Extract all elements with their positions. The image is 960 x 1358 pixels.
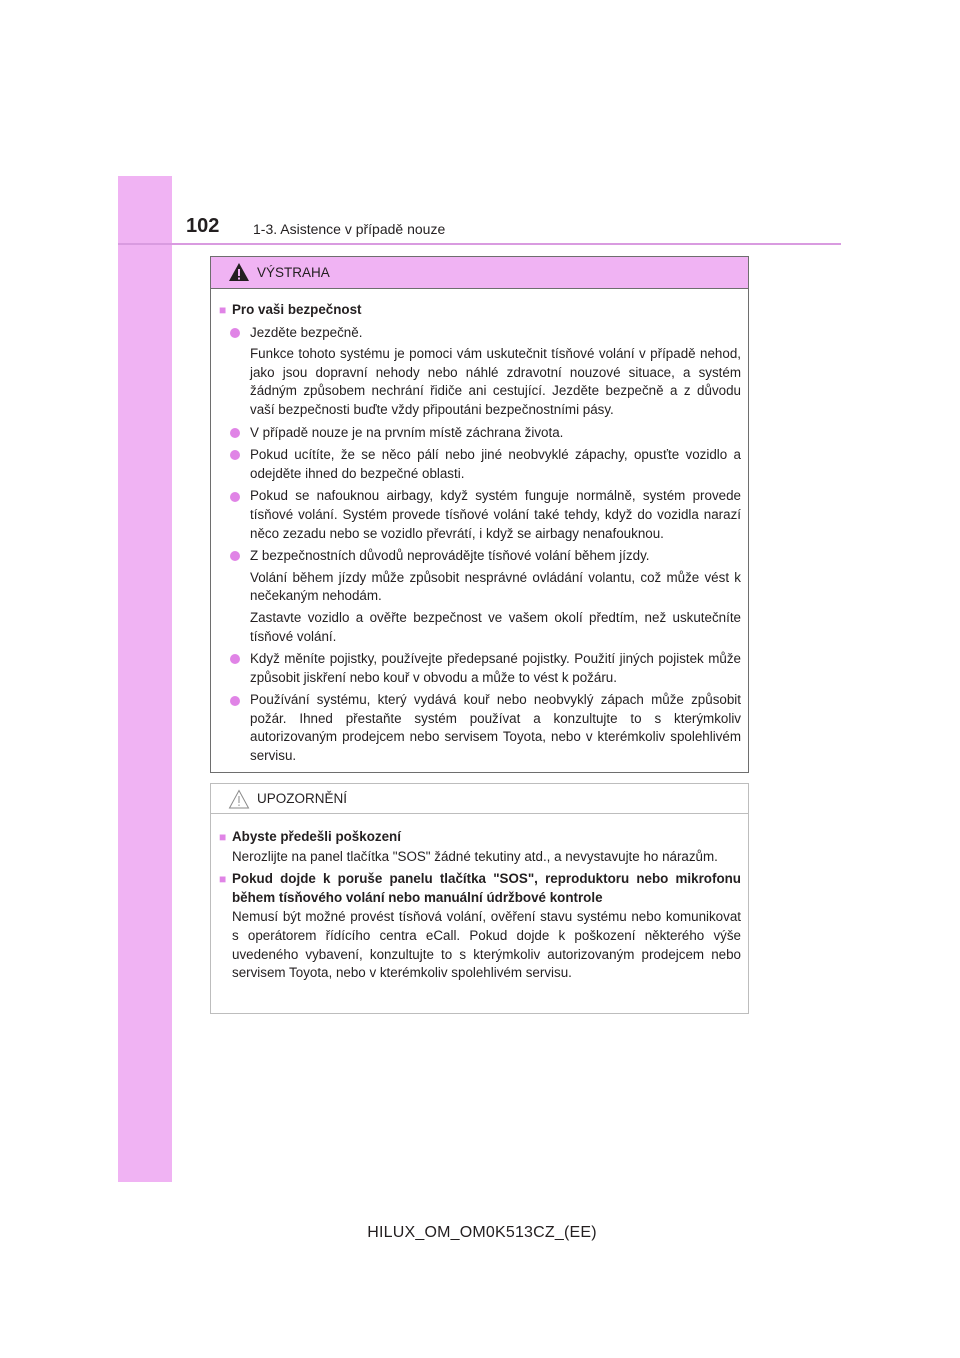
caution-text: Nerozlijte na panel tlačítka "SOS" žádné tekutiny atd., a nevystavujte ho nárazům. <box>232 848 718 864</box>
caution-heading <box>219 828 741 847</box>
list-item-text: Jezděte bezpečně. <box>250 324 363 340</box>
list-item-detail: Funkce tohoto systému je pomoci vám uskutečnit tísňové volání v případě nehod, jako jsou dopravní nehody nebo náhlé zdravotní nouzové situace, a systém žádným způsobem nechrání řidiče ani cestující. Jezděte bezpečně a z důvodu vaší bezpečnosti buďte vždy připoutáni bezpečnostními pásy. <box>250 346 741 417</box>
warning-triangle-icon <box>228 262 250 282</box>
document-code <box>0 1224 960 1242</box>
list-item-text: V případě nouze je na prvním místě záchrana života. <box>250 424 564 440</box>
list-item-detail: Volání během jízdy může způsobit nesprávné ovládání volantu, což může vést k nečekaným nehodám. <box>250 569 741 604</box>
warning-box <box>210 256 749 773</box>
warning-content <box>211 289 748 766</box>
square-bullet-icon: ■ <box>219 830 227 844</box>
list-item-text: Používání systému, který vydává kouř nebo neobvyklý zápach může způsobit požár. Ihned přestaňte systém používat a konzultujte to s kterýmkoliv autorizovaným prodejcem nebo servisem Toyota, nebo v kterémkoliv spolehlivém servisu. <box>250 692 741 764</box>
square-bullet-icon: ■ <box>219 303 227 317</box>
square-bullet-icon: ■ <box>219 872 227 887</box>
footer-text: HILUX_OM_OM0K513CZ_(EE) <box>367 1224 597 1241</box>
caution-content <box>211 814 748 983</box>
dot-bullet-icon <box>230 424 241 443</box>
dot-bullet-icon <box>230 691 241 710</box>
caution-heading-text: Pokud dojde k poruše panelu tlačítka "SOS", reproduktoru nebo mikrofonu během tísňového volání nebo manuální údržbové kontrole <box>232 871 741 905</box>
dot-bullet-icon <box>230 547 241 566</box>
list-item-text: Když měníte pojistky, používejte předepsané pojistky. Použití jiných pojistek může způsobit jiskření nebo kouř v obvodu a může to vést k požáru. <box>250 651 741 685</box>
caution-box <box>210 783 749 1014</box>
caution-header <box>211 784 748 814</box>
list-item <box>219 424 741 443</box>
list-item <box>219 691 741 765</box>
list-item <box>219 446 741 483</box>
dot-bullet-icon <box>230 650 241 669</box>
list-item-text: Pokud se nafouknou airbagy, když systém funguje normálně, systém provede tísňové volání. Systém provede tísňové volání také tehdy, když do vozidla narazí něco zezadu nebo se vozidlo převrátí, i když se airbagy nenafouknou. <box>250 488 741 541</box>
list-item <box>219 324 741 343</box>
header-rule <box>118 243 841 245</box>
caution-triangle-icon <box>228 789 250 809</box>
list-item <box>219 547 741 566</box>
dot-bullet-icon <box>230 324 241 343</box>
section-title: 1-3. Asistence v případě nouze <box>253 221 446 237</box>
list-item <box>219 650 741 687</box>
list-item-text: Z bezpečnostních důvodů neprovádějte tísňové volání během jízdy. <box>250 548 650 564</box>
warning-header <box>211 257 748 289</box>
dot-bullet-icon <box>230 487 241 506</box>
page-number: 102 <box>186 215 220 237</box>
list-item-text: Pokud ucítíte, že se něco pálí nebo jiné neobvyklé zápachy, opusťte vozidlo a odejděte ihned do bezpečné oblasti. <box>250 447 741 481</box>
caution-heading-text: Abyste předešli poškození <box>232 829 401 844</box>
caution-heading <box>219 870 741 907</box>
warning-heading <box>219 301 741 320</box>
list-item-detail: Zastavte vozidlo a ověřte bezpečnost ve vašem okolí předtím, než uskutečníte tísňové volání. <box>250 609 741 644</box>
caution-text: Nemusí být možné provést tísňová volání, ověření stavu systému nebo komunikovat s operátorem řídícího centra eCall. Pokud dojde k poškození některého výše uvedeného vybavení, konzultujte to s kterýmkoliv autorizovaným prodejcem nebo servisem Toyota, nebo v kterémkoliv spolehlivém servisu. <box>232 909 741 981</box>
warning-title: VÝSTRAHA <box>257 265 330 280</box>
list-item <box>219 487 741 543</box>
chapter-tab-bar <box>118 176 172 1182</box>
dot-bullet-icon <box>230 446 241 465</box>
caution-title: UPOZORNĚNÍ <box>257 791 348 806</box>
warning-heading-text: Pro vaši bezpečnost <box>232 302 362 317</box>
